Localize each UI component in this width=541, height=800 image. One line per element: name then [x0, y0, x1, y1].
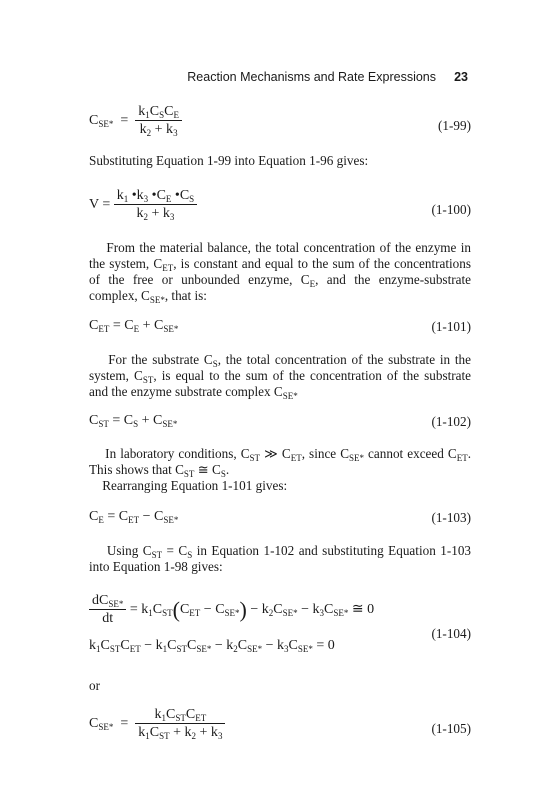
running-header — [0, 70, 541, 88]
paragraph: For the substrate $C_S$, the total concentration of the substrate in the system, $C_{ST}$, is equal to the sum of the concentration of the substrate and the enzyme substrate complex $C_{SE*}$ — [89, 352, 472, 401]
equation-1-99: $C_{SE*}$ = $\frac{k_1C_SC_E}{k_2 + k_3}$ — [89, 103, 182, 138]
equation-number: (1-103) — [431, 510, 471, 525]
word-or: or — [89, 678, 100, 693]
equation-number: (1-99) — [438, 118, 471, 133]
running-header-title: Reaction Mechanisms and Rate Expressions — [187, 70, 436, 84]
paragraph: Using $C_{ST} = C_S$ in Equation 1-102 and substituting Equation 1-103 into Equation 1-98 gives: — [89, 543, 472, 574]
paragraph: In laboratory conditions, $C_{ST}$ ≫ $C_{ET}$, since $C_{SE*}$ cannot exceed $C_{ET}$. This shows that $C_{ST}$ ≅ $C_S$. Rearranging Equation 1-101 gives: — [89, 446, 471, 493]
equation-1-101: $C_{ET} = C_E + C_{SE*}$ — [89, 318, 179, 334]
equation-1-103: $C_E = C_{ET} - C_{SE*}$ — [89, 509, 179, 525]
paragraph: From the material balance, the total concentration of the enzyme in the system, $C_{ET}$, is constant and equal to the sum of the concentrations of the free or unbounded enzyme, $C_E$, and the enzyme-substrate complex, $C_{SE*}$, that is: — [89, 240, 472, 305]
equation-1-105: $C_{SE*}$ = $\frac{k_1C_{ST}C_{ET}}{k_1C_{ST} + k_2 + k_3}$ — [89, 706, 225, 741]
equation-1-104-line1: $\frac{dC_{SE*}}{dt}$ = $k_1C_{ST}(C_{ET} - C_{SE*}) - k_2C_{SE*} - k_3C_{SE*}$ ≅ 0 — [89, 592, 374, 627]
equation-1-102: $C_{ST} = C_S + C_{SE*}$ — [89, 413, 178, 429]
equation-number: (1-102) — [431, 414, 471, 429]
equation-number: (1-105) — [431, 721, 471, 736]
equation-1-100: V = $\frac{k_1 •k_3 •C_E •C_S}{k_2 + k_3}$ — [89, 187, 197, 222]
equation-number: (1-104) — [431, 626, 471, 641]
page-number: 23 — [454, 70, 468, 84]
equation-1-104-line2: $k_1C_{ST}C_{ET} - k_1C_{ST}C_{SE*} - k_2C_{SE*} - k_3C_{SE*} = 0$ — [89, 638, 335, 654]
equation-number: (1-100) — [431, 202, 471, 217]
paragraph: Substituting Equation 1-99 into Equation 1-96 gives: — [89, 153, 369, 168]
equation-number: (1-101) — [431, 319, 471, 334]
